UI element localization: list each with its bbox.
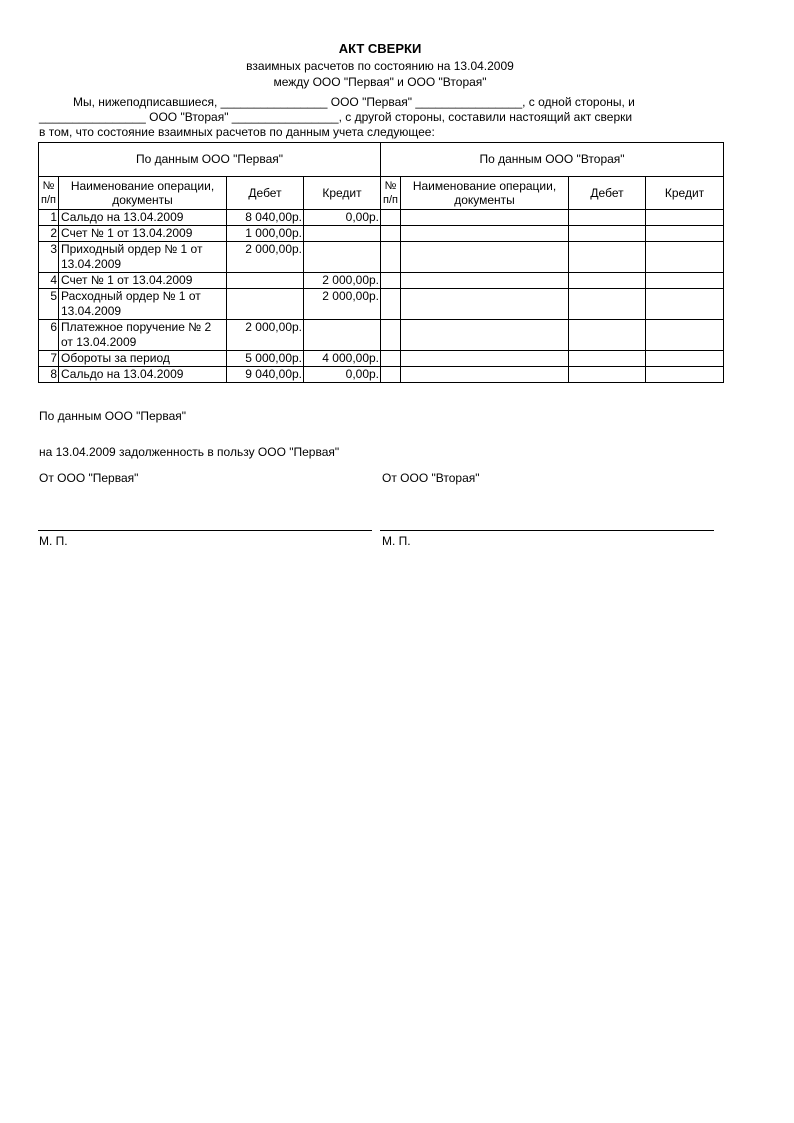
intro-line-1: Мы, нижеподписавшиеся, ________________ ООО "Первая" ________________, с одной стороны, и bbox=[73, 95, 635, 109]
party-a-header: По данным ООО "Первая" bbox=[39, 143, 381, 177]
by-data-label: По данным ООО "Первая" bbox=[39, 409, 187, 423]
empty-cell bbox=[569, 320, 646, 351]
empty-cell bbox=[646, 210, 724, 226]
empty-cell bbox=[569, 210, 646, 226]
table-row bbox=[39, 320, 724, 351]
col-credit-a: Кредит bbox=[304, 177, 381, 210]
row-num: 7 bbox=[39, 351, 59, 367]
row-credit: 0,00р. bbox=[304, 367, 381, 383]
empty-cell bbox=[646, 320, 724, 351]
row-name: Расходный ордер № 1 от 13.04.2009 bbox=[59, 289, 227, 320]
table-row bbox=[39, 289, 724, 320]
col-name-b: Наименование операции, документы bbox=[401, 177, 569, 210]
row-debit: 5 000,00р. bbox=[227, 351, 304, 367]
empty-cell bbox=[401, 351, 569, 367]
row-debit: 9 040,00р. bbox=[227, 367, 304, 383]
stamp-label-party-a: М. П. bbox=[39, 534, 68, 548]
empty-cell bbox=[646, 367, 724, 383]
empty-cell bbox=[401, 242, 569, 273]
table-row bbox=[39, 351, 724, 367]
row-debit: 8 040,00р. bbox=[227, 210, 304, 226]
row-name: Приходный ордер № 1 от 13.04.2009 bbox=[59, 242, 227, 273]
empty-cell bbox=[646, 242, 724, 273]
signature-label-party-a: От ООО "Первая" bbox=[39, 471, 139, 485]
row-name: Платежное поручение № 2 от 13.04.2009 bbox=[59, 320, 227, 351]
empty-cell bbox=[569, 242, 646, 273]
row-debit bbox=[227, 289, 304, 320]
row-name: Сальдо на 13.04.2009 bbox=[59, 367, 227, 383]
row-name: Сальдо на 13.04.2009 bbox=[59, 210, 227, 226]
row-debit bbox=[227, 273, 304, 289]
empty-cell bbox=[569, 289, 646, 320]
empty-cell bbox=[401, 226, 569, 242]
empty-cell bbox=[646, 226, 724, 242]
row-num: 3 bbox=[39, 242, 59, 273]
empty-cell bbox=[401, 367, 569, 383]
col-credit-b: Кредит bbox=[646, 177, 724, 210]
table-row bbox=[39, 273, 724, 289]
row-name: Обороты за период bbox=[59, 351, 227, 367]
row-debit: 2 000,00р. bbox=[227, 242, 304, 273]
col-num-b: № п/п bbox=[381, 177, 401, 210]
row-credit: 0,00р. bbox=[304, 210, 381, 226]
empty-cell bbox=[401, 210, 569, 226]
empty-cell bbox=[381, 226, 401, 242]
row-credit: 2 000,00р. bbox=[304, 273, 381, 289]
row-credit bbox=[304, 242, 381, 273]
col-debit-a: Дебет bbox=[227, 177, 304, 210]
document-subtitle-date: взаимных расчетов по состоянию на 13.04.2009 bbox=[246, 59, 514, 73]
debt-statement: на 13.04.2009 задолженность в пользу ООО "Первая" bbox=[39, 445, 340, 459]
signature-line-party-b bbox=[380, 530, 714, 531]
table-row bbox=[39, 367, 724, 383]
empty-cell bbox=[401, 289, 569, 320]
row-num: 1 bbox=[39, 210, 59, 226]
empty-cell bbox=[646, 351, 724, 367]
party-header-row bbox=[39, 143, 724, 177]
row-num: 5 bbox=[39, 289, 59, 320]
intro-paragraph bbox=[39, 95, 719, 140]
table-row bbox=[39, 242, 724, 273]
row-credit bbox=[304, 226, 381, 242]
empty-cell bbox=[401, 273, 569, 289]
row-num: 8 bbox=[39, 367, 59, 383]
empty-cell bbox=[569, 273, 646, 289]
row-credit: 4 000,00р. bbox=[304, 351, 381, 367]
col-debit-b: Дебет bbox=[569, 177, 646, 210]
empty-cell bbox=[646, 289, 724, 320]
stamp-label-party-b: М. П. bbox=[382, 534, 411, 548]
empty-cell bbox=[381, 289, 401, 320]
row-debit: 2 000,00р. bbox=[227, 320, 304, 351]
row-num: 4 bbox=[39, 273, 59, 289]
intro-line-3: в том, что состояние взаимных расчетов по данным учета следующее: bbox=[39, 125, 435, 139]
party-b-header: По данным ООО "Вторая" bbox=[381, 143, 724, 177]
signature-line-party-a bbox=[38, 530, 372, 531]
document-title: АКТ СВЕРКИ bbox=[338, 41, 422, 56]
empty-cell bbox=[381, 273, 401, 289]
row-debit: 1 000,00р. bbox=[227, 226, 304, 242]
row-name: Счет № 1 от 13.04.2009 bbox=[59, 226, 227, 242]
table-row bbox=[39, 226, 724, 242]
row-credit: 2 000,00р. bbox=[304, 289, 381, 320]
reconciliation-table bbox=[38, 142, 724, 383]
empty-cell bbox=[381, 367, 401, 383]
empty-cell bbox=[646, 273, 724, 289]
empty-cell bbox=[401, 320, 569, 351]
empty-cell bbox=[569, 367, 646, 383]
empty-cell bbox=[381, 320, 401, 351]
empty-cell bbox=[381, 210, 401, 226]
empty-cell bbox=[569, 351, 646, 367]
col-num-a: № п/п bbox=[39, 177, 59, 210]
col-name-a: Наименование операции, документы bbox=[59, 177, 227, 210]
row-credit bbox=[304, 320, 381, 351]
column-header-row bbox=[39, 177, 724, 210]
empty-cell bbox=[569, 226, 646, 242]
empty-cell bbox=[381, 242, 401, 273]
row-name: Счет № 1 от 13.04.2009 bbox=[59, 273, 227, 289]
intro-line-2: ________________ ООО "Вторая" ________________, с другой стороны, составили настоящий акт сверки bbox=[39, 110, 633, 124]
document-subtitle-parties: между ООО "Первая" и ООО "Вторая" bbox=[273, 75, 487, 89]
empty-cell bbox=[381, 351, 401, 367]
signature-label-party-b: От ООО "Вторая" bbox=[382, 471, 480, 485]
row-num: 6 bbox=[39, 320, 59, 351]
table-row bbox=[39, 210, 724, 226]
row-num: 2 bbox=[39, 226, 59, 242]
